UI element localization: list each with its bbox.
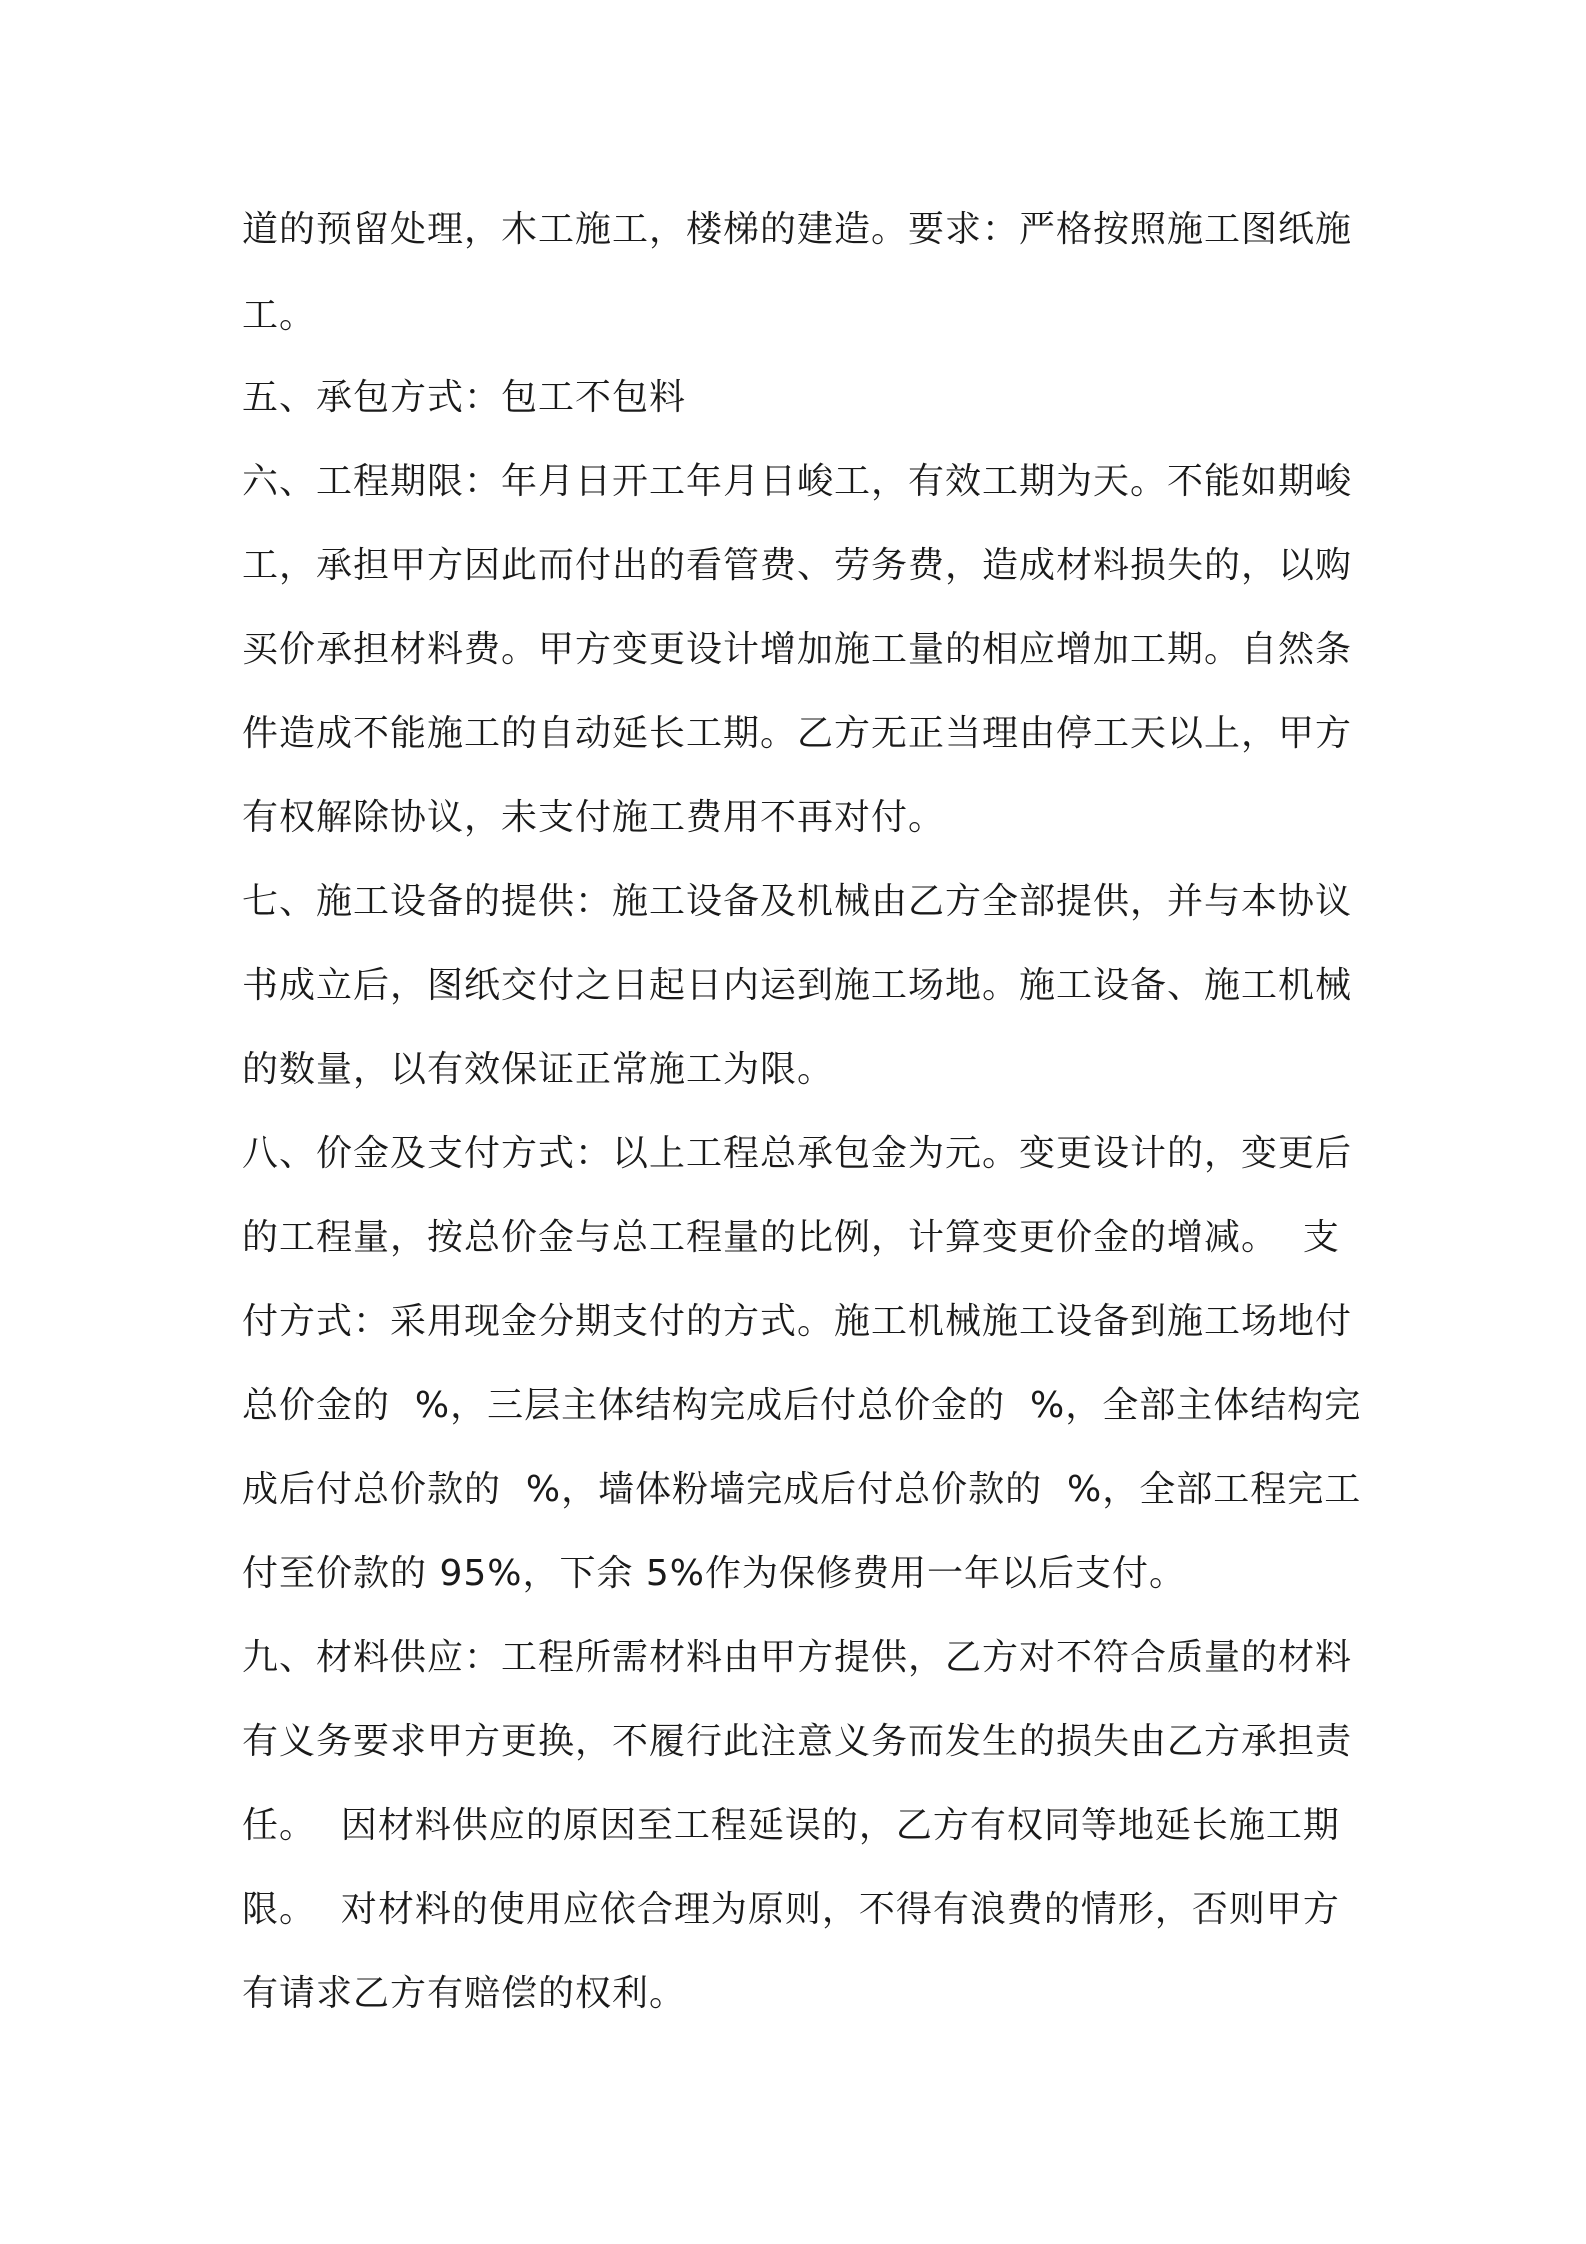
text-line: 的工程量，按总价金与总工程量的比例，计算变更价金的增减。 支 [242, 1217, 1340, 1258]
text-line: 件造成不能施工的自动延长工期。乙方无正当理由停工天以上，甲方 [242, 713, 1353, 754]
text-line: 九、材料供应：工程所需材料由甲方提供，乙方对不符合质量的材料 [242, 1637, 1353, 1678]
text-line: 限。 对材料的使用应依合理为原则，不得有浪费的情形，否则甲方 [242, 1889, 1340, 1930]
text-line: 任。 因材料供应的原因至工程延误的，乙方有权同等地延长施工期 [242, 1805, 1340, 1846]
text-line: 有请求乙方有赔偿的权利。 [242, 1973, 687, 2014]
text-line: 五、承包方式：包工不包料 [242, 377, 687, 418]
text-line: 工，承担甲方因此而付出的看管费、劳务费，造成材料损失的，以购 [242, 545, 1353, 586]
text-line: 成后付总价款的 %，墙体粉墙完成后付总价款的 %，全部工程完工 [242, 1469, 1362, 1510]
text-line: 六、工程期限：年月日开工年月日峻工，有效工期为天。不能如期峻 [242, 461, 1353, 502]
text-line: 有权解除协议，未支付施工费用不再对付。 [242, 797, 946, 838]
text-line: 有义务要求甲方更换，不履行此注意义务而发生的损失由乙方承担责 [242, 1721, 1353, 1762]
text-line: 付至价款的 95%，下余 5%作为保修费用一年以后支付。 [242, 1553, 1187, 1594]
text-line: 工。 [242, 295, 317, 336]
text-line: 的数量，以有效保证正常施工为限。 [242, 1049, 835, 1090]
text-line: 八、价金及支付方式：以上工程总承包金为元。变更设计的，变更后 [242, 1133, 1353, 1174]
text-line: 总价金的 %，三层主体结构完成后付总价金的 %，全部主体结构完 [242, 1385, 1362, 1426]
text-line: 七、施工设备的提供：施工设备及机械由乙方全部提供，并与本协议 [242, 881, 1353, 922]
text-line: 买价承担材料费。甲方变更设计增加施工量的相应增加工期。自然条 [242, 629, 1353, 670]
text-line: 付方式：采用现金分期支付的方式。施工机械施工设备到施工场地付 [242, 1301, 1353, 1342]
text-line: 书成立后，图纸交付之日起日内运到施工场地。施工设备、施工机械 [242, 965, 1353, 1006]
text-line: 道的预留处理，木工施工，楼梯的建造。要求：严格按照施工图纸施 [242, 209, 1353, 250]
